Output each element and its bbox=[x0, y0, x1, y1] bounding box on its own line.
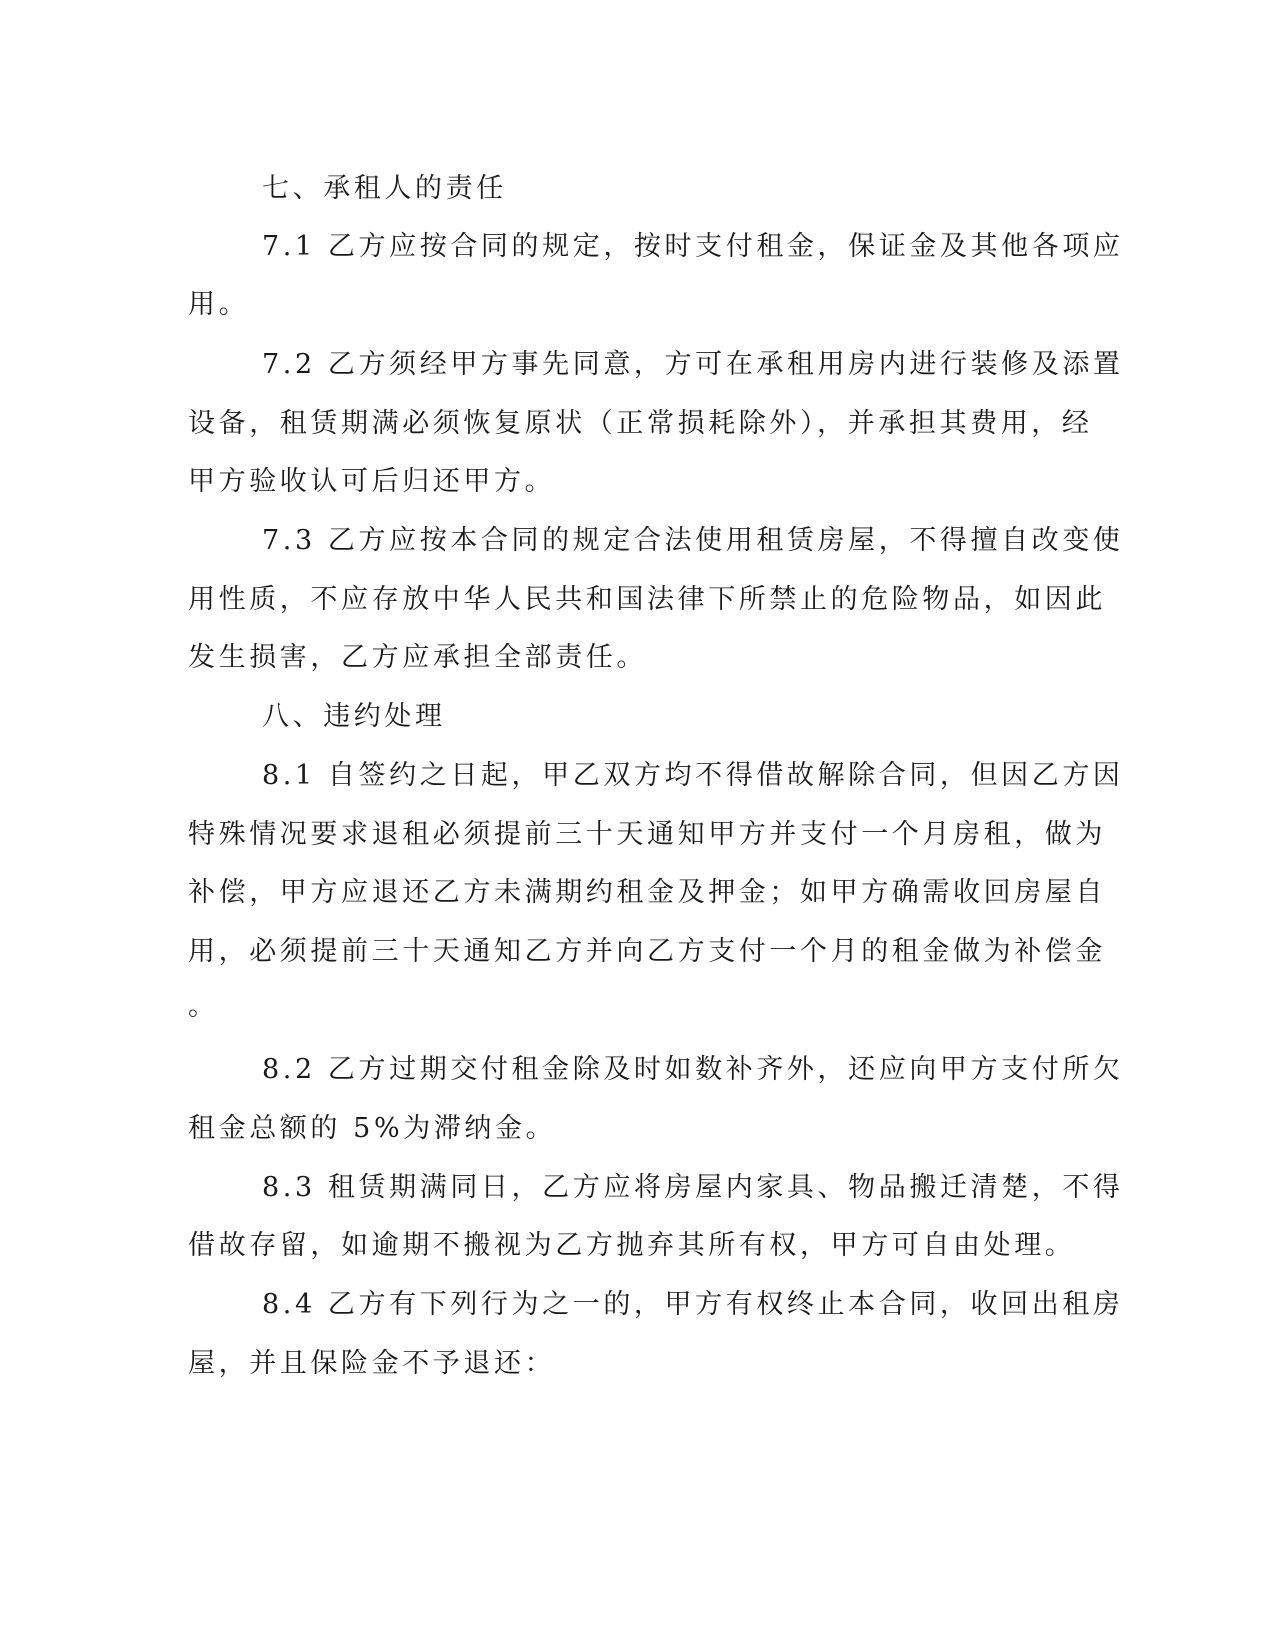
section-heading-7: 七、承租人的责任 bbox=[262, 173, 507, 204]
clause-7-3-line-3: 发生损害，乙方应承担全部责任。 bbox=[188, 642, 647, 673]
clause-7-2-line-1: 7.2 乙方须经甲方事先同意，方可在承租用房内进行装修及添置 bbox=[262, 349, 1124, 380]
clause-7-2-line-2: 设备，租赁期满必须恢复原状（正常损耗除外），并承担其费用，经 bbox=[188, 408, 1093, 439]
clause-8-1-line-5: 。 bbox=[188, 991, 219, 1022]
section-heading-8: 八、违约处理 bbox=[262, 701, 446, 732]
clause-8-2-line-2: 租金总额的 5%为滞纳金。 bbox=[188, 1113, 557, 1144]
clause-8-4-line-2: 屋，并且保险金不予退还： bbox=[188, 1348, 556, 1379]
clause-7-2-line-3: 甲方验收认可后归还甲方。 bbox=[188, 466, 556, 497]
clause-8-4-line-1: 8.4 乙方有下列行为之一的，甲方有权终止本合同，收回出租房 bbox=[262, 1289, 1124, 1320]
clause-8-3-line-2: 借故存留，如逾期不搬视为乙方抛弃其所有权，甲方可自由处理。 bbox=[188, 1230, 1076, 1261]
clause-8-1-line-3: 补偿，甲方应退还乙方未满期约租金及押金；如甲方确需收回房屋自 bbox=[188, 877, 1106, 908]
clause-8-1-line-1: 8.1 自签约之日起，甲乙双方均不得借故解除合同，但因乙方因 bbox=[262, 760, 1124, 791]
clause-7-1-line-2: 用。 bbox=[188, 289, 250, 320]
clause-8-2-line-1: 8.2 乙方过期交付租金除及时如数补齐外，还应向甲方支付所欠 bbox=[262, 1054, 1124, 1085]
clause-7-3-line-2: 用性质，不应存放中华人民共和国法律下所禁止的危险物品，如因此 bbox=[188, 584, 1106, 615]
clause-7-3-line-1: 7.3 乙方应按本合同的规定合法使用租赁房屋，不得擅自改变使 bbox=[262, 525, 1124, 556]
clause-8-1-line-4: 用，必须提前三十天通知乙方并向乙方支付一个月的租金做为补偿金 bbox=[188, 936, 1106, 967]
clause-7-1-line-1: 7.1 乙方应按合同的规定，按时支付租金，保证金及其他各项应 bbox=[262, 231, 1124, 262]
clause-8-1-line-2: 特殊情况要求退租必须提前三十天通知甲方并支付一个月房租，做为 bbox=[188, 819, 1106, 850]
clause-8-3-line-1: 8.3 租赁期满同日，乙方应将房屋内家具、物品搬迁清楚，不得 bbox=[262, 1172, 1124, 1203]
